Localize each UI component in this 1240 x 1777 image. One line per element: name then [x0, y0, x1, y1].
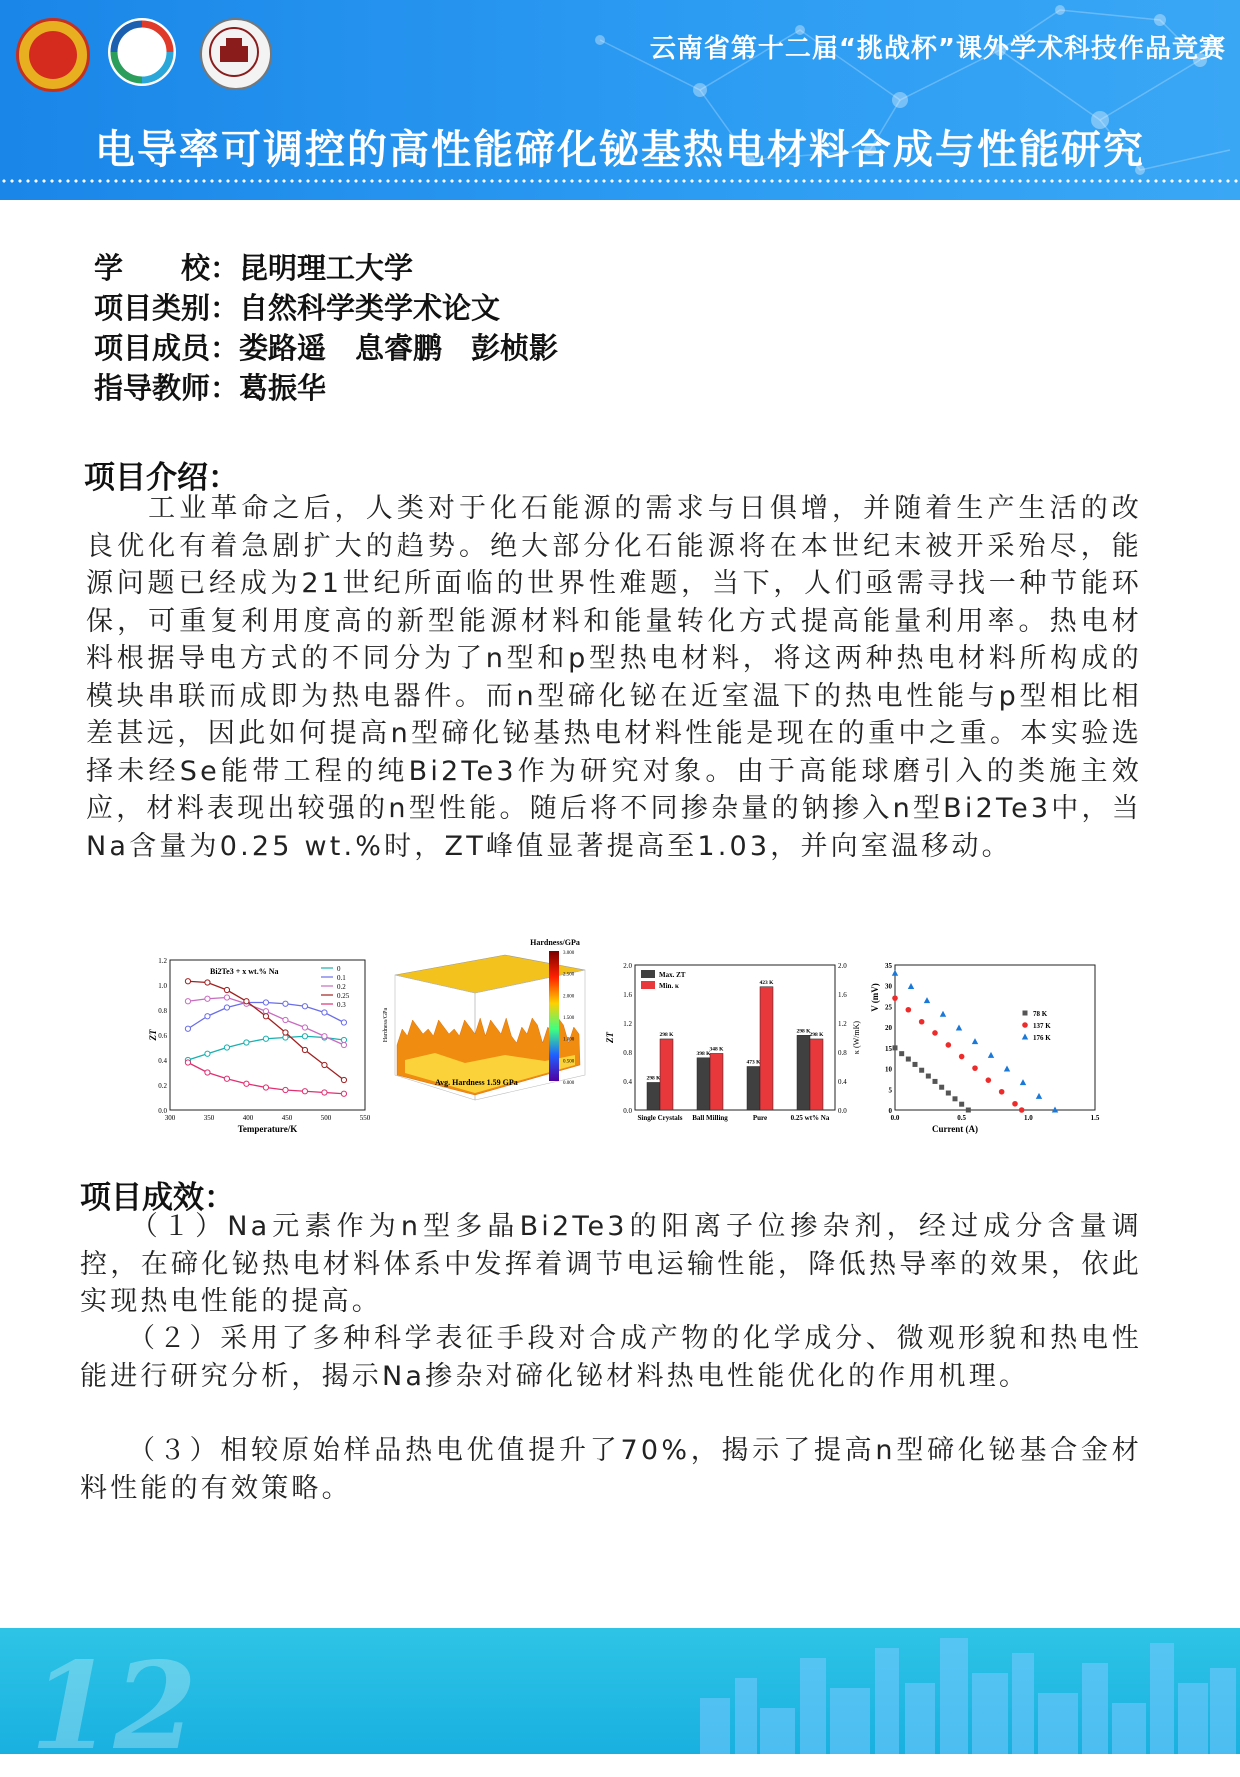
x-tick-label: 400	[242, 1114, 254, 1122]
data-point	[906, 1057, 911, 1062]
bar	[760, 987, 773, 1110]
colorbar-tick: 0.500	[563, 1059, 575, 1065]
hardness-annotation: Avg. Hardness 1.59 GPa	[435, 1078, 518, 1087]
data-point	[224, 1076, 229, 1081]
data-point	[956, 1024, 962, 1030]
y-tick-label: 30	[885, 982, 892, 991]
legend-swatch	[641, 981, 655, 989]
x-tick-label: 500	[320, 1114, 332, 1122]
data-point	[933, 1079, 938, 1084]
data-point	[892, 970, 898, 976]
z-axis-label: Hardness/GPa	[383, 1007, 389, 1043]
data-point	[283, 1087, 288, 1092]
data-point	[953, 1096, 958, 1101]
zt-kappa-bar-chart	[605, 962, 861, 1122]
data-point	[988, 1052, 994, 1058]
data-point	[341, 1077, 346, 1082]
legend-label: 0.3	[337, 1001, 346, 1009]
y2-axis-label: κ (W/mK)	[852, 1020, 861, 1055]
data-point	[919, 1019, 925, 1025]
data-point	[283, 1001, 288, 1006]
bar	[697, 1058, 710, 1110]
legend-label: 0.25	[337, 992, 350, 1000]
university-seal-icon	[202, 20, 266, 84]
data-point	[999, 1089, 1005, 1095]
info-value: 娄路遥 息睿鹏 彭桢影	[239, 331, 559, 365]
plot-frame	[895, 965, 1095, 1110]
data-point	[1036, 1093, 1042, 1099]
x-category-label: 0.25 wt% Na	[790, 1114, 830, 1122]
x-tick-label: 1.0	[1023, 1114, 1033, 1122]
data-point	[908, 983, 914, 989]
data-point	[919, 1068, 924, 1073]
y2-tick-label: 2.0	[838, 962, 847, 970]
data-point	[341, 1037, 346, 1042]
y-tick-label: 0.8	[158, 1007, 167, 1015]
youth-league-logo	[16, 18, 90, 92]
y-tick-label: 1.6	[623, 991, 632, 999]
data-point	[283, 1035, 288, 1040]
data-point	[224, 1005, 229, 1010]
y-tick-label: 25	[885, 1003, 892, 1012]
data-point	[224, 1045, 229, 1050]
data-point	[932, 1030, 938, 1036]
y-tick-label: 1.2	[623, 1020, 632, 1028]
data-point	[302, 1089, 307, 1094]
y-tick-label: 5	[888, 1086, 892, 1095]
legend-label: 78 K	[1033, 1010, 1048, 1018]
x-tick-label: 550	[359, 1114, 371, 1122]
data-point	[244, 1040, 249, 1045]
colorbar-tick: 1.000	[563, 1037, 575, 1043]
result-item-3: （３）相较原始样品热电优值提升了70%，揭示了提高n型碲化铋基合金材料性能的有效策略。	[80, 1435, 1142, 1504]
colorbar-tick: 1.500	[563, 1016, 575, 1021]
y-tick-label: 0.6	[158, 1032, 167, 1040]
info-value: 昆明理工大学	[239, 251, 414, 285]
y2-tick-label: 0.8	[838, 1049, 847, 1057]
data-point	[1020, 1079, 1026, 1085]
legend-label: 137 K	[1033, 1022, 1051, 1030]
x-category-label: Single Crystals	[637, 1114, 683, 1122]
y-tick-label: 0.4	[623, 1078, 632, 1086]
info-label: 项目类别：	[94, 291, 240, 325]
data-point	[263, 1000, 268, 1005]
info-members	[94, 326, 558, 367]
info-label: 学 校：	[94, 251, 240, 285]
x-tick-label: 0.5	[957, 1114, 967, 1122]
data-point	[263, 1009, 268, 1014]
footer-banner	[0, 1628, 1240, 1777]
y-tick-label: 0.2	[158, 1082, 167, 1090]
info-value: 葛振华	[239, 371, 327, 405]
data-point	[322, 1010, 327, 1015]
legend-label: 0	[337, 965, 341, 973]
data-point	[899, 1051, 904, 1056]
x-tick-label: 1.5	[1090, 1114, 1100, 1122]
data-point	[892, 995, 898, 1001]
contest-name: 云南省第十二届“挑战杯”课外学术科技作品竞赛	[649, 34, 1226, 64]
city-skyline-decoration	[680, 1628, 1240, 1754]
data-point	[263, 1036, 268, 1041]
bar	[660, 1039, 673, 1110]
info-school	[94, 246, 413, 287]
data-point	[926, 1074, 931, 1079]
data-point	[224, 987, 229, 992]
data-point	[341, 1042, 346, 1047]
data-point	[906, 1007, 912, 1013]
data-point	[283, 1017, 288, 1022]
x-axis-label: Temperature/K	[237, 1124, 298, 1134]
y-tick-label: 0.8	[623, 1049, 632, 1057]
data-point	[946, 1091, 951, 1096]
y-tick-label: 0.0	[623, 1107, 632, 1115]
y-tick-label: 15	[885, 1044, 892, 1053]
colorbar-tick: 2.500	[563, 972, 575, 978]
data-point	[893, 1045, 898, 1050]
bar-data-label: 473 K	[746, 1059, 761, 1066]
y-tick-label: 20	[885, 1024, 892, 1033]
data-point	[244, 1081, 249, 1086]
colorbar-tick: 3.000	[563, 951, 575, 956]
legend-swatch	[1023, 1011, 1028, 1016]
data-point	[924, 997, 930, 1003]
data-point	[913, 1062, 918, 1067]
y2-tick-label: 0.4	[838, 1078, 847, 1086]
data-point	[1012, 1101, 1018, 1107]
x-tick-label: 0.0	[890, 1114, 900, 1122]
bar	[810, 1039, 823, 1110]
x-tick-label: 450	[281, 1114, 293, 1122]
y-tick-label: 1.0	[158, 982, 167, 990]
data-point	[986, 1077, 992, 1083]
y-axis-label: V (mV)	[870, 983, 880, 1012]
data-point	[1019, 1107, 1025, 1113]
data-point	[185, 1026, 190, 1031]
legend-swatch	[641, 970, 655, 978]
bar-data-label: 298 K	[796, 1028, 811, 1035]
header-banner	[0, 0, 1240, 200]
legend-label: 0.2	[337, 983, 346, 991]
data-point	[341, 1020, 346, 1025]
challenge-cup-emblem-icon	[108, 18, 176, 86]
bar	[710, 1053, 723, 1110]
data-point	[939, 1085, 944, 1090]
university-logo	[200, 18, 272, 90]
info-label: 指导教师：	[94, 371, 240, 405]
data-point	[972, 1065, 978, 1071]
colorbar-title: Hardness/GPa	[530, 938, 580, 947]
legend-swatch	[1022, 1034, 1028, 1040]
y-tick-label: 0.0	[158, 1107, 167, 1115]
data-point	[205, 980, 210, 985]
info-value: 自然科学类学术论文	[239, 291, 501, 325]
data-point	[302, 1025, 307, 1030]
data-point	[302, 1047, 307, 1052]
data-point	[341, 1091, 346, 1096]
y-axis-label: ZT	[148, 1029, 158, 1041]
legend-label: 176 K	[1033, 1034, 1051, 1042]
dotted-divider	[0, 178, 1240, 184]
data-point	[972, 1038, 978, 1044]
legend-label: Min. κ	[659, 982, 679, 990]
info-advisor	[94, 366, 326, 407]
result-item-1: （１）Na元素作为n型多晶Bi2Te3的阳离子位掺杂剂，经过成分含量调控，在碲化铋热电材料体系中发挥着调节电运输性能，降低热导率的效果，依此实现热电性能的提高。	[80, 1211, 1142, 1317]
colorbar-bar	[549, 951, 559, 1081]
y2-tick-label: 1.6	[838, 991, 847, 999]
legend-label: Max. ZT	[659, 971, 686, 979]
colorbar-tick: 2.000	[563, 994, 575, 1000]
bar	[747, 1067, 760, 1111]
info-label: 项目成员：	[94, 331, 240, 365]
data-point	[185, 979, 190, 984]
data-point	[302, 1004, 307, 1009]
data-point	[966, 1108, 971, 1113]
page-title: 电导率可调控的高性能碲化铋基热电材料合成与性能研究	[95, 127, 1145, 173]
data-point	[946, 1042, 952, 1048]
y-tick-label: 0.4	[158, 1057, 167, 1065]
results-heading: 项目成效：	[80, 1180, 235, 1216]
legend-label: 0.1	[337, 974, 346, 982]
bar-data-label: 298 K	[646, 1075, 661, 1082]
data-point	[959, 1102, 964, 1107]
y-tick-label: 35	[885, 962, 892, 970]
bar-data-label: 423 K	[759, 979, 774, 986]
legend-swatch	[1022, 1022, 1028, 1028]
challenge-cup-logo	[108, 18, 176, 86]
x-axis-label: Current (A)	[931, 1124, 979, 1134]
zt-line-chart	[148, 957, 371, 1134]
data-point	[205, 996, 210, 1001]
data-point	[224, 995, 229, 1000]
x-category-label: Ball Milling	[692, 1114, 728, 1122]
result-item-2: （２）采用了多种科学表征手段对合成产物的化学成分、微观形貌和热电性能进行研究分析，揭示Na掺杂对碲化铋材料热电性能优化的作用机理。	[80, 1323, 1142, 1392]
y-tick-label: 2.0	[623, 962, 632, 970]
data-point	[205, 1014, 210, 1019]
data-point	[940, 1011, 946, 1017]
intro-heading: 项目介绍：	[84, 460, 239, 496]
x-category-label: Pure	[752, 1114, 768, 1122]
bar-data-label: 348 K	[709, 1046, 724, 1053]
data-point	[185, 999, 190, 1004]
y-tick-label: 10	[885, 1065, 892, 1074]
data-point	[322, 1062, 327, 1067]
data-point	[263, 1014, 268, 1019]
colorbar-tick: 0.000	[563, 1081, 575, 1086]
x-tick-label: 300	[164, 1114, 176, 1122]
bar-data-label: 298 K	[659, 1031, 674, 1038]
data-point	[1004, 1065, 1010, 1071]
data-point	[205, 1070, 210, 1075]
bar	[647, 1082, 660, 1110]
info-category	[94, 286, 500, 327]
data-point	[959, 1054, 965, 1060]
data-point	[302, 1034, 307, 1039]
page-number: 12	[30, 1636, 197, 1777]
y2-tick-label: 0.0	[838, 1107, 847, 1115]
data-point	[244, 999, 249, 1004]
data-point	[283, 1030, 288, 1035]
figures-row	[150, 935, 1110, 1135]
y-tick-label: 0	[888, 1107, 892, 1115]
chart-title: Bi2Te3 + x wt.% Na	[210, 967, 279, 976]
data-point	[322, 1090, 327, 1095]
intro-paragraph: 工业革命之后，人类对于化石能源的需求与日俱增，并随着生产生活的改良优化有着急剧扩大的趋势。绝大部分化石能源将在本世纪末被开采殆尽，能源问题已经成为21世纪所面临的世界性难题，当下，人们亟需寻找一种节能环保，可重复利用度高的新型能源材料和能量转化方式提高能量利用率。热电材料根据导电方式的不同分为了n型和p型热电材料，将这两种热电材料所构成的模块串联而成即为热电器件。而n型碲化铋在近室温下的热电性能与p型相比相差甚远，因此如何提高n型碲化铋基热电材料性能是现在的重中之重。本实验选择未经Se能带工程的纯Bi2Te3作为研究对象。由于高能球磨引入的类施主效应，材料表现出较强的n型性能。随后将不同掺杂量的钠掺入n型Bi2Te3中，当Na含量为0.25 wt.%时，ZT峰值显著提高至1.03，并向室温移动。	[86, 493, 1142, 862]
bar-data-label: 298 K	[809, 1031, 824, 1038]
y-axis-label: ZT	[605, 1032, 615, 1043]
data-point	[322, 1034, 327, 1039]
voltage-current-scatter	[870, 962, 1100, 1134]
data-point	[263, 1085, 268, 1090]
data-point	[185, 1060, 190, 1065]
bar	[797, 1035, 810, 1110]
series-line	[188, 981, 344, 1080]
bar-data-label: 398 K	[696, 1050, 711, 1057]
y-tick-label: 1.2	[158, 957, 167, 965]
x-tick-label: 350	[203, 1114, 215, 1122]
data-point	[205, 1051, 210, 1056]
y2-tick-label: 1.2	[838, 1020, 847, 1028]
